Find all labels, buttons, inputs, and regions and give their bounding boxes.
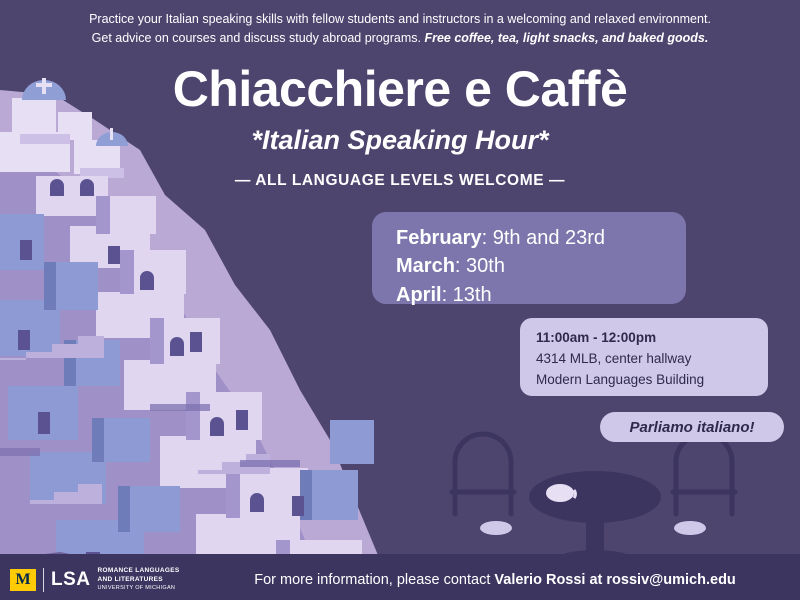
date-month: March	[396, 255, 455, 278]
contact-line	[200, 572, 790, 588]
contact-prefix: For more information, please contact	[254, 572, 495, 588]
language-levels-note: — ALL LANGUAGE LEVELS WELCOME —	[234, 172, 566, 189]
date-days: : 9th and 23rd	[481, 227, 606, 249]
tagline-badge: Parliamo italiano!	[600, 412, 784, 442]
date-days: : 13th	[441, 283, 492, 306]
page-subtitle: *Italian Speaking Hour*	[251, 125, 549, 155]
date-row	[396, 224, 686, 252]
dates-card	[372, 212, 686, 304]
event-room: 4314 MLB, center hallway	[536, 350, 692, 366]
department-line-2: AND LITERATURES	[97, 575, 163, 583]
michigan-m-icon: M	[10, 569, 36, 591]
intro-line-1: Practice your Italian speaking skills with fellow students and instructors in a welcoming and relaxed environment.	[89, 12, 711, 26]
date-month: April	[396, 283, 442, 306]
intro-text	[0, 10, 800, 49]
lsa-logo-lockup	[10, 567, 180, 592]
date-days: : 30th	[454, 255, 505, 278]
contact-email: Valerio Rossi at rossiv@umich.edu	[494, 572, 736, 588]
department-line-1: ROMANCE LANGUAGES	[97, 567, 180, 575]
logo-divider	[43, 568, 44, 592]
date-row	[396, 281, 686, 309]
details-card	[520, 318, 768, 396]
date-month: February	[396, 227, 482, 249]
lsa-wordmark: LSA	[51, 568, 91, 590]
department-line-3: UNIVERSITY OF MICHIGAN	[97, 584, 176, 591]
department-wordmark	[98, 567, 180, 592]
event-time: 11:00am - 12:00pm	[536, 330, 657, 345]
intro-line-2	[20, 29, 780, 48]
date-row	[396, 252, 686, 280]
page-title: Chiacchiere e Caffè	[172, 61, 628, 117]
event-building: Modern Languages Building	[536, 371, 705, 387]
intro-line-2-plain: Get advice on courses and discuss study abroad programs.	[91, 31, 425, 46]
intro-line-2-bold: Free coffee, tea, light snacks, and baked goods.	[424, 31, 709, 46]
